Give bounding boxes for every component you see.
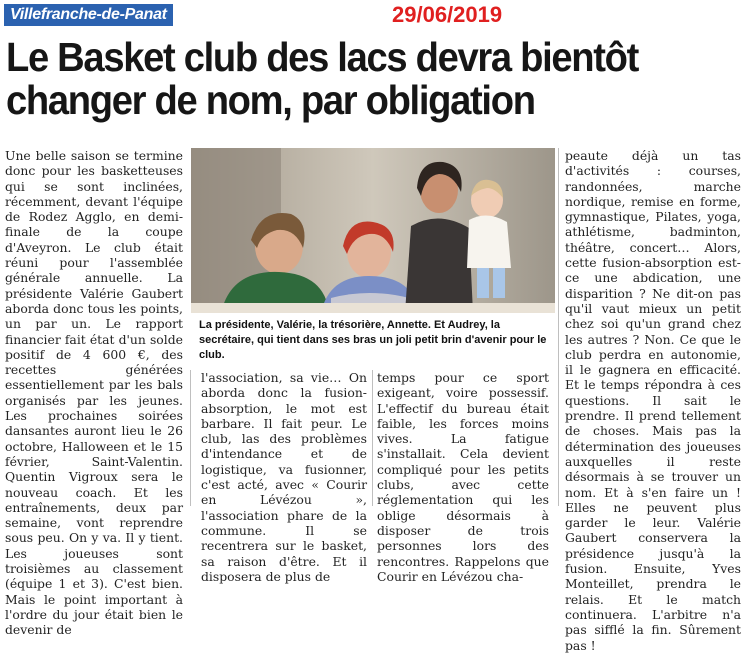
headline-line-2: changer de nom, par obligation [6,77,535,123]
photo-caption: La présidente, Valérie, la trésorière, Annette. Et Audrey, la secrétaire, qui tient dans ses bras un joli petit brin d'avenir pour le club. [199,319,547,361]
article-column-2 [201,370,367,584]
article-column-1 [5,148,183,638]
publication-date: 29/06/2019 [392,2,503,27]
article-column-4 [565,148,741,653]
photo-illustration [191,148,555,313]
column-divider [372,370,373,506]
column-4-text: peaute déjà un tas d'activités : courses, randonnées, marche nordique, remise en forme, gymnastique, Pilates, yoga, athlétisme, badminton, théâtre, concert… Alors, cette fusion-absorption est-ce une abdication, une disparition ? Ne dit-on pas qu'il vaut mieux un petit chez soi qu'un grand chez les autres ? Non. Ce que le club perdra en autonomie, il le gagnera en efficacité. Et le temps répondra à ces questions. Il sait le prendre. Il prend tellement de choses. Mais pas la détermination des joueuses auxquelles il reste désormais à se trouver un nom. Et à s'en faire un ! Elles ne peuvent plus garder le leur. Valérie Gaubert conservera la présidence jusqu'à la fusion. Ensuite, Yves Monteillet, prendra le relais. Et le match continuera. L'arbitre n'a pas sifflé la fin. Sûrement pas ! [565,148,741,653]
column-2-text: l'association, sa vie… On aborda donc la fusion-absorption, le mot est barbare. Il fait peur. Le club, las des problèmes d'intendance et de logistique, va fusionner, c'est acté, avec « Courir en Lévézou », l'association phare de la commune. Il se recentrera sur le basket, sa raison d'être. Et il disposera de plus de [201,370,367,584]
article-column-3 [377,370,549,584]
column-1-text: Une belle saison se termine donc pour les basketteuses qui se sont inclinées, récemment, devant l'équipe de Rodez Agglo, en demi-finale de la coupe d'Aveyron. Le club était réuni pour l'assemblée générale annuelle. La présidente Valérie Gaubert aborda donc tous les points, un par un. Le rapport financier fait état d'un solde positif de 4 600 €, des recettes générées essentiellement par les bals organisés par les jeunes. Les prochaines soirées dansantes auront lieu le 26 octobre, Halloween et le 15 février, Saint-Valentin. Quentin Vigroux sera le nouveau coach. Et les entraînements, deux par semaine, vont reprendre sous peu. On y va. Il y tient. Les joueuses sont troisièmes au classement (équipe 1 et 3). C'est bien. Mais le point important à l'ordre du jour était bien le devenir de [5,148,183,638]
article-photo [191,148,555,313]
headline [6,36,690,122]
column-divider [558,148,559,506]
section-kicker: Villefranche-de-Panat [4,4,173,26]
column-3-text: temps pour ce sport exigeant, voire possessif. L'effectif du bureau était faible, les forces moins vives. La fatigue s'installait. Cela devient compliqué pour les petits clubs, avec cette réglementation qui les oblige désormais à disposer de trois personnes lors des rencontres. Rappelons que Courir en Lévézou cha- [377,370,549,584]
column-divider [190,370,191,506]
headline-line-1: Le Basket club des lacs devra bientôt [6,34,639,80]
